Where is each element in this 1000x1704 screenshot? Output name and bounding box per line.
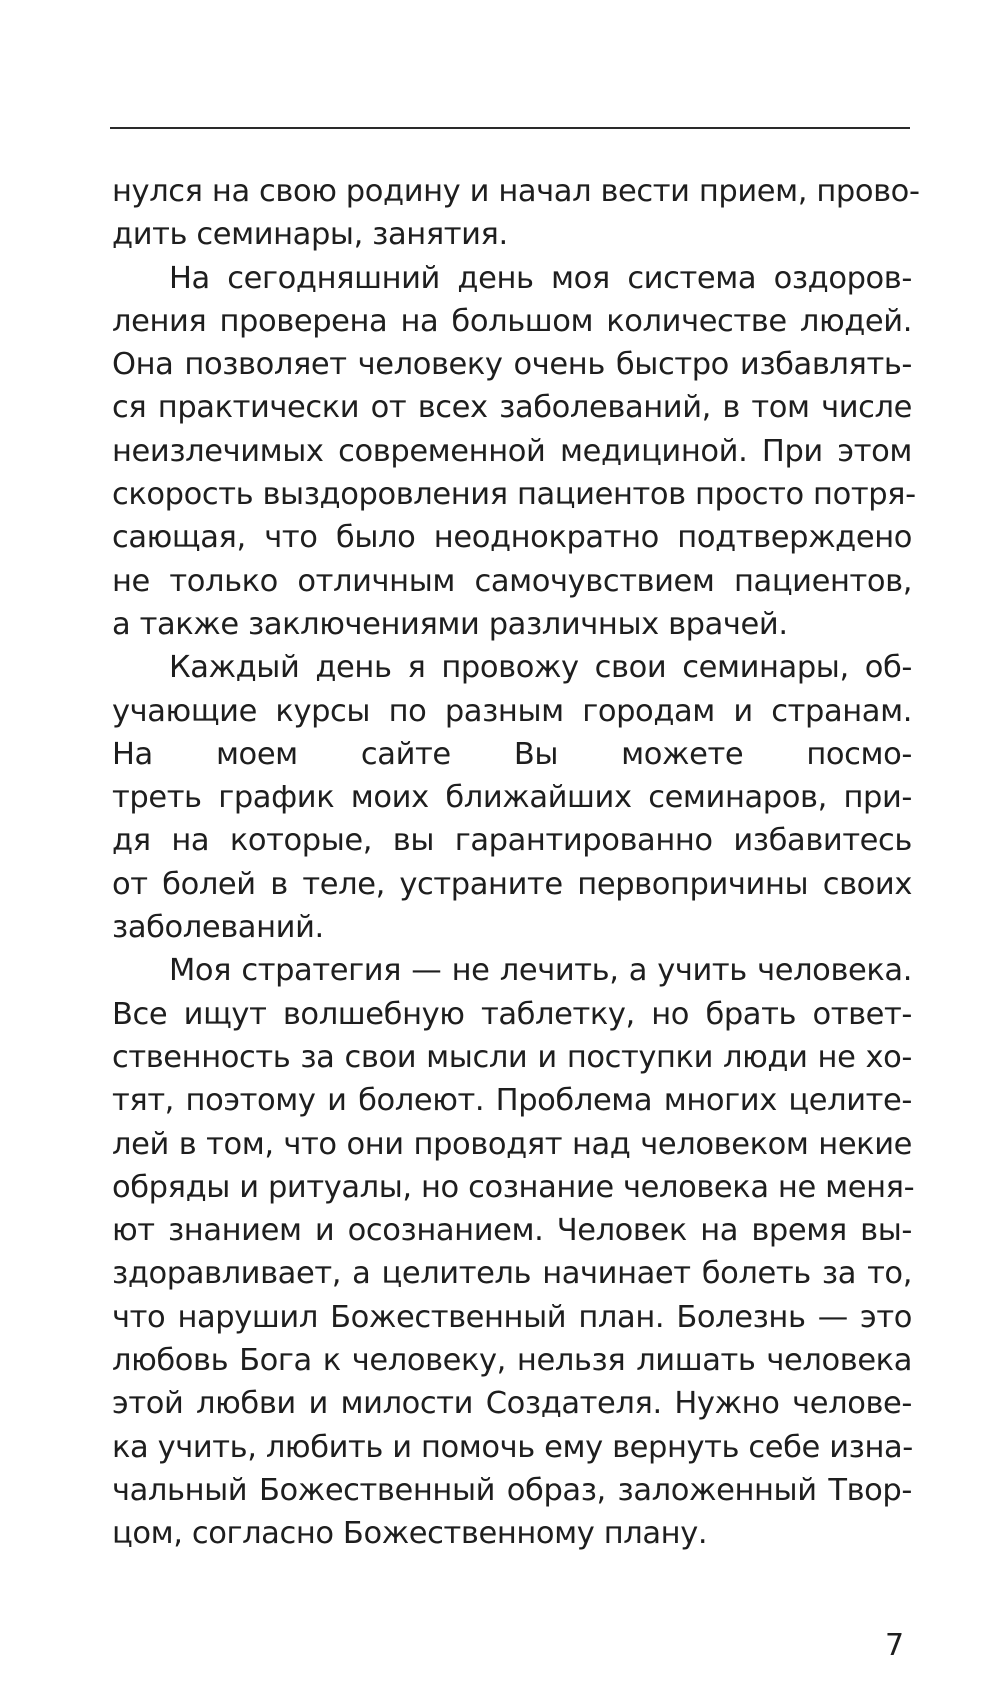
text-line: этой любви и милости Создателя. Нужно челове- bbox=[112, 1386, 912, 1422]
paragraph-start: Моя стратегия — не лечить, а учить человека. bbox=[169, 953, 912, 989]
text-line: ления проверена на большом количестве людей. bbox=[112, 303, 912, 339]
text-line: лей в том, что они проводят над человеком некие bbox=[112, 1126, 912, 1162]
text-line: ка учить, любить и помочь ему вернуть себе изна- bbox=[112, 1429, 913, 1465]
text-line: учающие курсы по разным городам и странам. bbox=[112, 693, 912, 729]
text-line: Все ищут волшебную таблетку, но брать ответ- bbox=[112, 996, 912, 1032]
text-line: На моем сайте Вы можете посмо- bbox=[112, 736, 912, 772]
text-line: сающая, что было неоднократно подтверждено bbox=[112, 520, 912, 556]
text-line: скорость выздоровления пациентов просто потря- bbox=[112, 477, 916, 513]
text-line: неизлечимых современной медициной. При этом bbox=[112, 433, 912, 469]
text-line: дя на которые, вы гарантированно избавитесь bbox=[112, 823, 912, 859]
text-line: от болей в теле, устраните первопричины своих bbox=[112, 866, 912, 902]
text-line: треть график моих ближайших семинаров, при- bbox=[112, 780, 912, 816]
text-line: чальный Божественный образ, заложенный Твор- bbox=[112, 1472, 912, 1508]
text-line: дить семинары, занятия. bbox=[112, 217, 508, 253]
text-line: что нарушил Божественный план. Болезнь — это bbox=[112, 1299, 912, 1335]
body-text bbox=[112, 170, 920, 1556]
text-line: нулся на свою родину и начал вести прием, прово- bbox=[112, 174, 920, 209]
header-rule bbox=[110, 127, 910, 129]
text-line: Она позволяет человеку очень быстро избавлять- bbox=[112, 347, 912, 383]
text-line: цом, согласно Божественному плану. bbox=[112, 1516, 708, 1552]
text-line: тят, поэтому и болеют. Проблема многих целите- bbox=[112, 1083, 912, 1119]
text-line: а также заключениями различных врачей. bbox=[112, 606, 788, 642]
paragraph-start: На сегодняшний день моя система оздоров- bbox=[169, 260, 912, 296]
paragraph-start: Каждый день я провожу свои семинары, об- bbox=[169, 650, 912, 686]
text-line: заболеваний. bbox=[112, 910, 324, 946]
text-line: обряды и ритуалы, но сознание человека не меня- bbox=[112, 1169, 915, 1205]
text-line: не только отличным самочувствием пациентов, bbox=[112, 563, 912, 599]
text-line: ся практически от всех заболеваний, в том числе bbox=[112, 390, 912, 426]
text-line: здоравливает, а целитель начинает болеть за то, bbox=[112, 1256, 912, 1292]
text-line: любовь Бога к человеку, нельзя лишать человека bbox=[112, 1343, 912, 1379]
text-line: ственность за свои мысли и поступки люди не хо- bbox=[112, 1039, 912, 1075]
text-line: ют знанием и осознанием. Человек на время вы- bbox=[112, 1213, 912, 1249]
page-number: 7 bbox=[885, 1628, 905, 1663]
